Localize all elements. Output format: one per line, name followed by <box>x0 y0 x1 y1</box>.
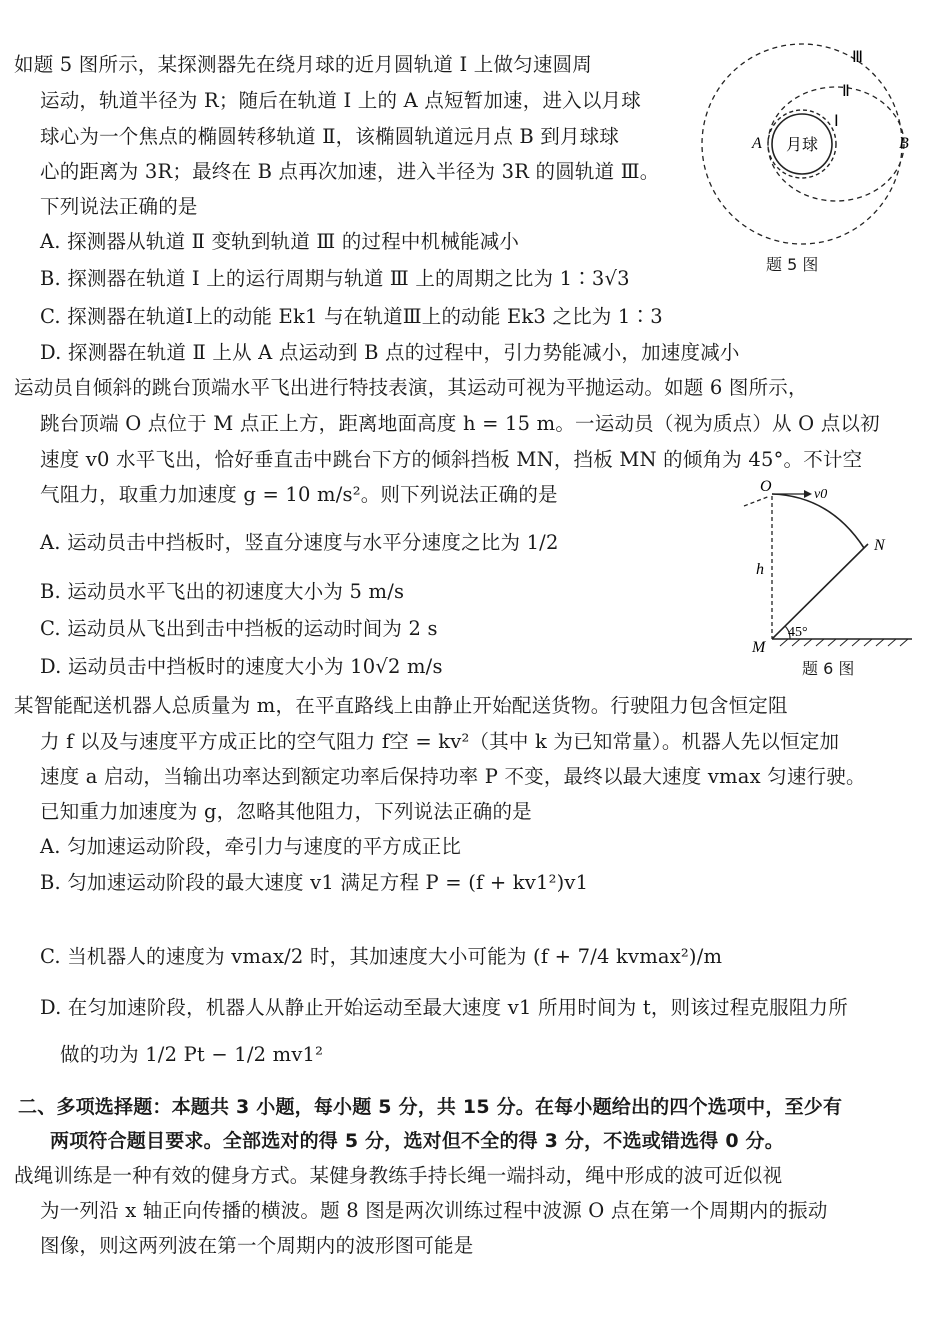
q5-line-3: 球心为一个焦点的椭圆转移轨道 Ⅱ，该椭圆轨道远月点 B 到月球球 <box>40 125 620 148</box>
q5-line-5: 下列说法正确的是 <box>40 195 198 218</box>
q8-line-3: 图像，则这两列波在第一个周期内的波形图可能是 <box>40 1234 474 1257</box>
ramp-top-dashed <box>744 496 770 506</box>
q5-option-a: A. 探测器从轨道 Ⅱ 变轨到轨道 Ⅲ 的过程中机械能减小 <box>40 230 520 253</box>
figure-6-caption: 题 6 图 <box>802 659 855 678</box>
section-2-line-1: 二、多项选择题：本题共 3 小题，每小题 5 分，共 15 分。在每小题给出的四个选项中，至少有 <box>18 1096 843 1118</box>
figure-6-ski-jump-diagram <box>740 474 930 656</box>
point-a-label: A <box>752 135 762 152</box>
q8-line-1: 战绳训练是一种有效的健身方式。某健身教练手持长绳一端抖动，绳中形成的波可近似视 <box>14 1164 783 1187</box>
trajectory-curve <box>772 494 864 548</box>
q5-line-1 <box>14 52 592 78</box>
q6-line-1: 运动员自倾斜的跳台顶端水平飞出进行特技表演，其运动可视为平抛运动。如题 6 图所示， <box>14 376 808 399</box>
point-m-label: M <box>752 639 766 656</box>
point-b-label: B <box>899 135 909 152</box>
q5-option-b: B. 探测器在轨道 Ⅰ 上的运行周期与轨道 Ⅲ 上的周期之比为 1∶3√3 <box>40 267 630 290</box>
q6-option-a: A. 运动员击中挡板时，竖直分速度与水平分速度之比为 1/2 <box>40 531 559 554</box>
orbit-ii-label: Ⅱ <box>842 83 850 100</box>
q6-line-4: 气阻力，取重力加速度 g = 10 m/s²。则下列说法正确的是 <box>40 483 558 506</box>
q8-line-2: 为一列沿 x 轴正向传播的横波。题 8 图是两次训练过程中波源 O 点在第一个周期内的振动 <box>40 1199 828 1222</box>
barrier-mn <box>772 544 868 639</box>
q7-line-4: 已知重力加速度为 g，忽略其他阻力，下列说法正确的是 <box>40 800 532 823</box>
q5-option-c: C. 探测器在轨道Ⅰ上的动能 Ek1 与在轨道Ⅲ上的动能 Ek3 之比为 1∶3 <box>40 305 663 328</box>
q7-line-1: 某智能配送机器人总质量为 m，在平直路线上由静止开始配送货物。行驶阻力包含恒定阻 <box>14 694 788 717</box>
height-h-label: h <box>756 561 764 578</box>
q7-option-b: B. 匀加速运动阶段的最大速度 v1 满足方程 P = (f + kv1²)v1 <box>40 871 589 894</box>
q7-option-c: C. 当机器人的速度为 vmax/2 时，其加速度大小可能为 (f + 7/4 kvmax²)/m <box>40 945 723 968</box>
orbit-i-label: Ⅰ <box>834 113 839 130</box>
moon-label: 月球 <box>786 137 819 154</box>
q6-option-b: B. 运动员水平飞出的初速度大小为 5 m/s <box>40 580 405 603</box>
q7-option-a: A. 匀加速运动阶段，牵引力与速度的平方成正比 <box>40 835 462 858</box>
figure-5-caption: 题 5 图 <box>766 255 819 274</box>
q6-option-c: C. 运动员从飞出到击中挡板的运动时间为 2 s <box>40 617 438 640</box>
q7-line-3: 速度 a 启动，当输出功率达到额定功率后保持功率 P 不变，最终以最大速度 vmax 匀速行驶。 <box>40 765 866 788</box>
q5-line-4: 心的距离为 3R；最终在 B 点再次加速，进入半径为 3R 的圆轨道 Ⅲ。 <box>40 160 660 183</box>
point-n-label: N <box>874 537 885 554</box>
velocity-arrowhead <box>804 490 812 498</box>
angle-label: 45° <box>788 625 808 640</box>
q6-line-2: 跳台顶端 O 点位于 M 点正上方，距离地面高度 h = 15 m。一运动员（视为质点）从 O 点以初 <box>40 412 880 435</box>
q7-line-2: 力 f 以及与速度平方成正比的空气阻力 f空 = kv²（其中 k 为已知常量）。机器人先以恒定加 <box>40 730 840 753</box>
figure-5-orbit-diagram <box>700 40 932 258</box>
point-o-label: O <box>760 478 772 495</box>
q7-option-d-line-2: 做的功为 1/2 Pt − 1/2 mv1² <box>60 1043 324 1066</box>
q5-option-d: D. 探测器在轨道 Ⅱ 上从 A 点运动到 B 点的过程中，引力势能减小，加速度减小 <box>40 341 740 364</box>
orbit-iii-label: Ⅲ <box>852 49 864 66</box>
section-2-line-2: 两项符合题目要求。全部选对的得 5 分，选对但不全的得 3 分，不选或错选得 0 分。 <box>50 1130 784 1152</box>
q6-option-d: D. 运动员击中挡板时的速度大小为 10√2 m/s <box>40 655 443 678</box>
q7-option-d-line-1: D. 在匀加速阶段，机器人从静止开始运动至最大速度 v1 所用时间为 t，则该过程克服阻力所 <box>40 996 848 1019</box>
ground-hatching <box>780 639 908 646</box>
q5-line-2: 运动，轨道半径为 R；随后在轨道 Ⅰ 上的 A 点短暂加速，进入以月球 <box>40 89 641 112</box>
q6-line-3: 速度 v0 水平飞出，恰好垂直击中跳台下方的倾斜挡板 MN，挡板 MN 的倾角为 45°。不计空 <box>40 448 863 471</box>
v0-label: v0 <box>814 487 828 502</box>
q5-text-1: 如题 5 图所示，某探测器先在绕月球的近月圆轨道 Ⅰ 上做匀速圆周 <box>14 53 593 76</box>
